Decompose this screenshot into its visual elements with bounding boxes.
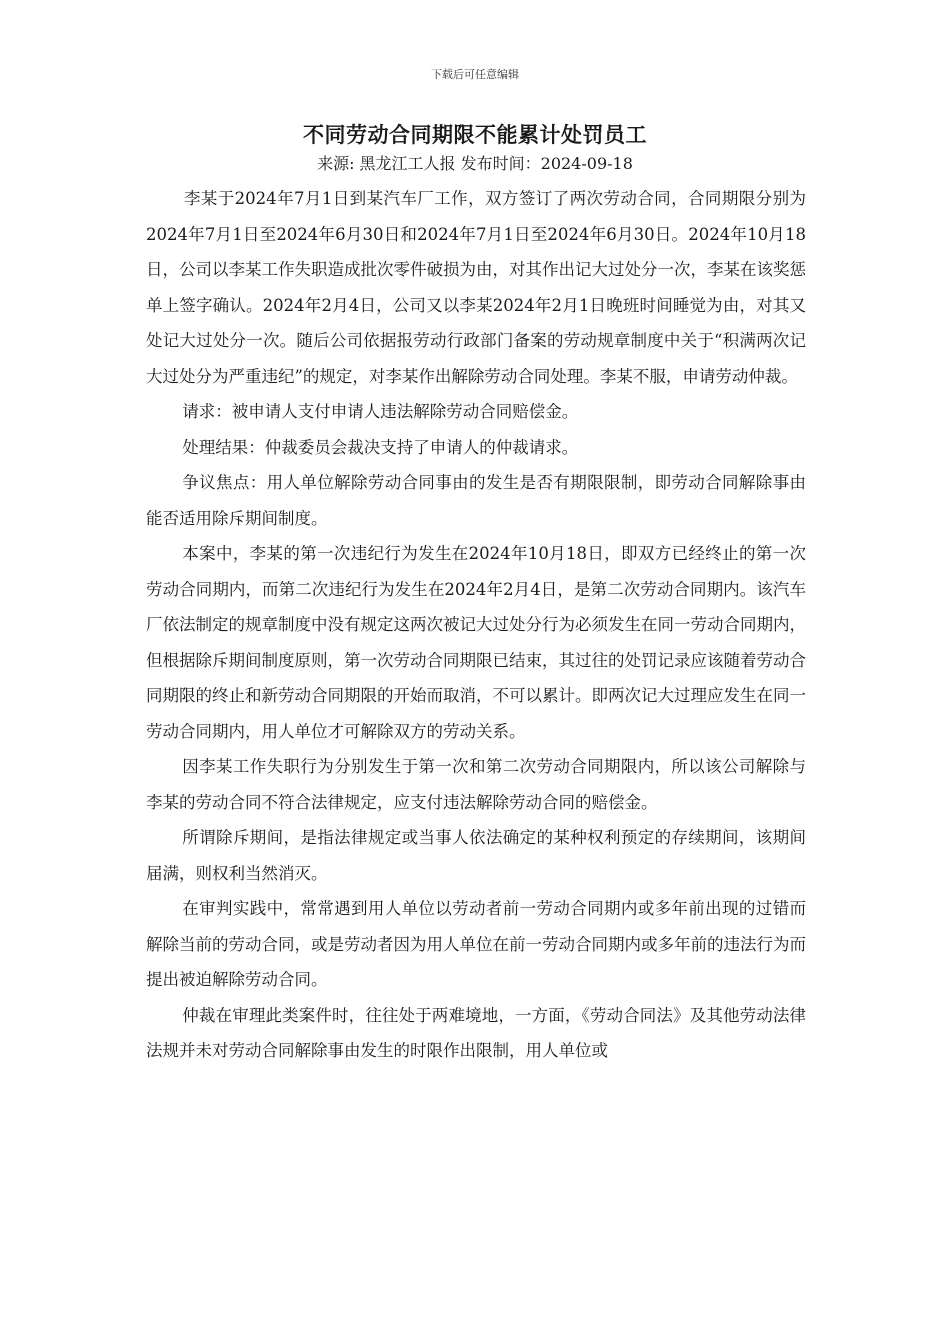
- source-line: 来源: 黑龙江工人报 发布时间：2024-09-18: [317, 154, 633, 173]
- paragraph-definition: 所谓除斥期间，是指法律规定或当事人依法确定的某种权利预定的存续期间，该期间届满，则权利当然消灭。: [146, 828, 806, 883]
- header-note: 下载后可任意编辑: [431, 68, 519, 81]
- article-title: 不同劳动合同期限不能累计处罚员工: [303, 122, 647, 147]
- paragraph-conclusion: 因李某工作失职行为分别发生于第一次和第二次劳动合同期限内，所以该公司解除与李某的劳动合同不符合法律规定，应支付违法解除劳动合同的赔偿金。: [146, 757, 806, 812]
- paragraph-practice: 在审判实践中，常常遇到用人单位以劳动者前一劳动合同期内或多年前出现的过错而解除当前的劳动合同，或是劳动者因为用人单位在前一劳动合同期内或多年前的违法行为而提出被迫解除劳动合同。: [146, 899, 806, 989]
- paragraph-arbitration: 仲裁在审理此类案件时，往往处于两难境地，一方面，《劳动合同法》及其他劳动法律法规并未对劳动合同解除事由发生的时限作出限制，用人单位或: [146, 1005, 806, 1060]
- paragraph-request: 请求：被申请人支付申请人违法解除劳动合同赔偿金。: [182, 402, 579, 421]
- article-body: [146, 181, 806, 1069]
- paragraph-result: 处理结果：仲裁委员会裁决支持了申请人的仲裁请求。: [182, 437, 579, 457]
- paragraph-dispute-focus: 争议焦点：用人单位解除劳动合同事由的发生是否有期限限制，即劳动合同解除事由能否适用除斥期间制度。: [146, 473, 806, 528]
- paragraph-case-facts: 李某于2024年7月1日到某汽车厂工作，双方签订了两次劳动合同，合同期限分别为2024年7月1日至2024年6月30日和2024年7月1日至2024年6月30日。2024年10月18日，公司以李某工作失职造成批次零件破损为由，对其作出记大过处分一次，李某在该奖惩单上签字确认。2024年2月4日，公司又以李某2024年2月1日晚班时间睡觉为由，对其又处记大过处分一次。随后公司依据报劳动行政部门备案的劳动规章制度中关于“积满两次记大过处分为严重违纪”的规定，对李某作出解除劳动合同处理。李某不服，申请劳动仲裁。: [146, 189, 806, 386]
- paragraph-analysis: 本案中，李某的第一次违纪行为发生在2024年10月18日，即双方已经终止的第一次劳动合同期内，而第二次违纪行为发生在2024年2月4日，是第二次劳动合同期内。该汽车厂依法制定的规章制度中没有规定这两次被记大过处分行为必须发生在同一劳动合同期内，但根据除斥期间制度原则，第一次劳动合同期限已结束，其过往的处罚记录应该随着劳动合同期限的终止和新劳动合同期限的开始而取消，不可以累计。即两次记大过理应发生在同一劳动合同期内，用人单位才可解除双方的劳动关系。: [146, 544, 806, 741]
